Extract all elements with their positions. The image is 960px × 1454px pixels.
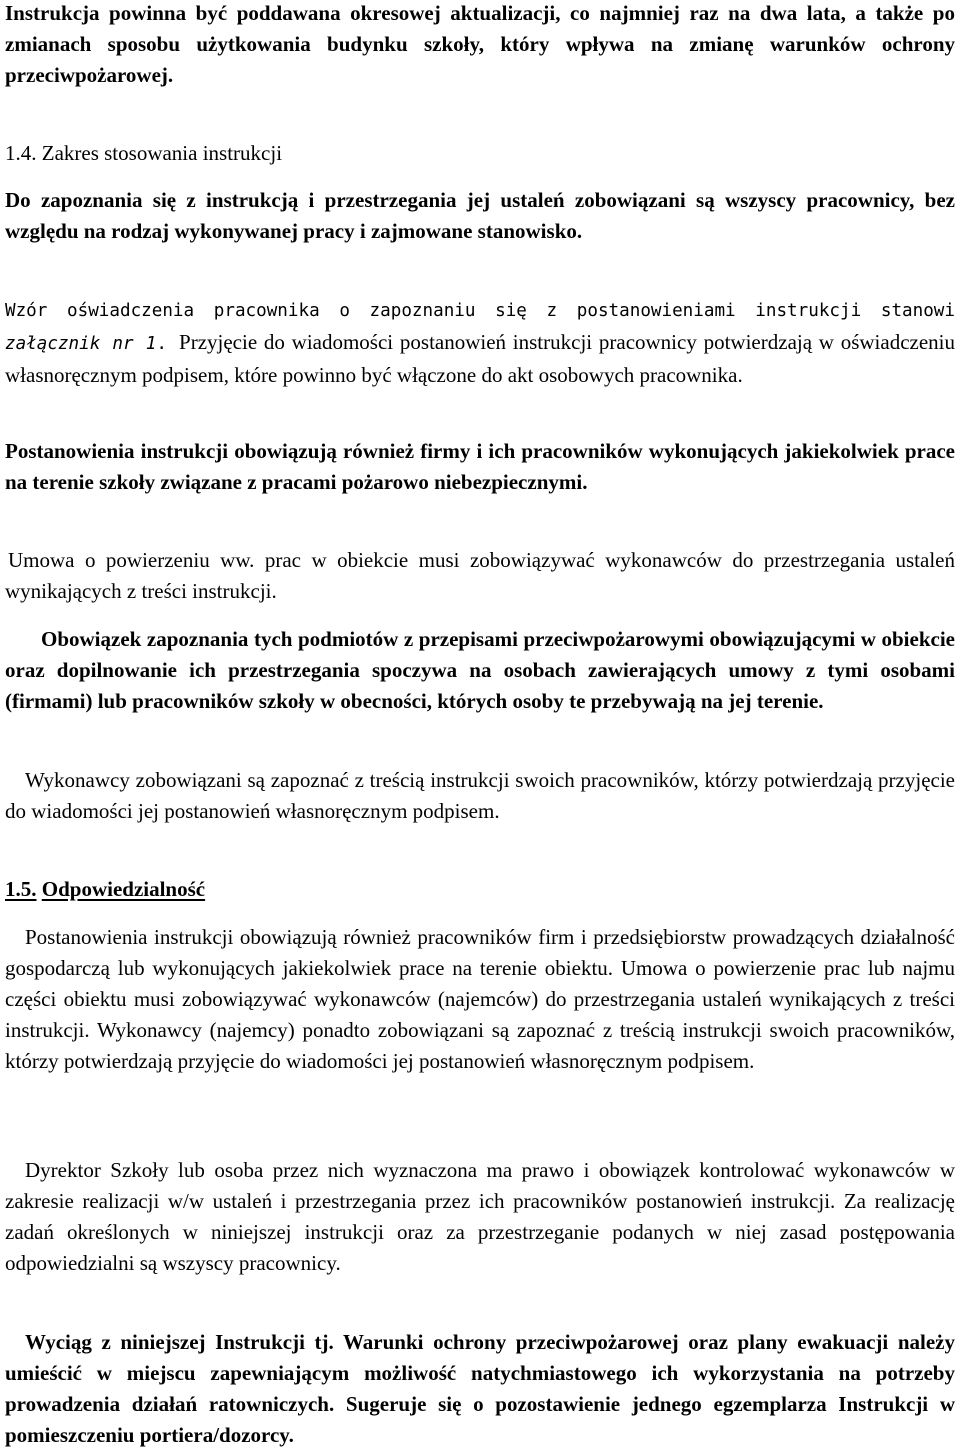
paragraph-odpowiedzialnosc: Postanowienia instrukcji obowiązują również pracowników firm i przedsiębiorstw prowadzących działalność gospodarczą lub wykonujących jakiekolwiek prace na terenie obiektu. Umowa o powierzenie prac lub najmu części obiektu musi zobowiązywać wykonawców (najemców) do przestrzegania ustaleń wynikających z treści instrukcji. Wykonawcy (najemcy) ponadto zobowiązani są zapoznać z treścią instrukcji swoich pracowników, którzy potwierdzają przyjęcie do wiadomości jej postanowień własnoręcznym podpisem. — [5, 925, 955, 1073]
paragraph-firmy: Postanowienia instrukcji obowiązują również firmy i ich pracowników wykonujących jakiekolwiek prace na terenie szkoły związane z pracami pożarowo niebezpiecznymi. — [5, 439, 955, 494]
paragraph-zakres: Do zapoznania się z instrukcją i przestrzegania jej ustaleń zobowiązani są wszyscy pracownicy, bez względu na rodzaj wykonywanej pracy i zajmowane stanowisko. — [5, 188, 955, 243]
paragraph-wyciag: Wyciąg z niniejszej Instrukcji tj. Warunki ochrony przeciwpożarowej oraz plany ewakuacji należy umieścić w miejscu zapewniającym możliwość natychmiastowego ich wykorzystania na potrzeby prowadzenia działań ratowniczych. Sugeruje się o pozostawienie jednego egzemplarza Instrukcji w pomieszczeniu portiera/dozorcy. — [5, 1330, 955, 1447]
paragraph-dyrektor: Dyrektor Szkoły lub osoba przez nich wyznaczona ma prawo i obowiązek kontrolować wykonawców w zakresie realizacji w/w ustaleń i przestrzegania przez ich pracowników postanowień instrukcji. Za realizację zadań określonych w niniejszej instrukcji oraz za przestrzeganie podanych w niej zasad postępowania odpowiedzialni są wszyscy pracownicy. — [5, 1158, 955, 1275]
section-title: Odpowiedzialność — [41, 877, 206, 901]
paragraph-wykonawcy: Wykonawcy zobowiązani są zapoznać z treścią instrukcji swoich pracowników, którzy potwierdzają przyjęcie do wiadomości jej postanowień własnoręcznym podpisem. — [5, 768, 955, 823]
section-heading-1-5 — [5, 874, 955, 905]
attachment-reference: załącznik nr 1 — [5, 334, 157, 354]
wzor-text: Wzór oświadczenia pracownika o zapoznaniu się z postanowieniami instrukcji stanowi — [5, 301, 955, 321]
paragraph-obowiazek: Obowiązek zapoznania tych podmiotów z przepisami przeciwpożarowymi obowiązującymi w obiekcie oraz dopilnowanie ich przestrzegania spoczywa na osobach zawierających umowy z tymi osobami (firmami) lub pracowników szkoły w obecności, których osoby te przebywają na jej terenie. — [5, 627, 955, 713]
paragraph-wzor-oswiadczenia: Wzór oświadczenia pracownika o zapoznaniu się z postanowieniami instrukcji stanowi załącznik nr 1. Przyjęcie do wiadomości postanowień instrukcji pracownicy potwierdzają w oświadczeniu własnoręcznym podpisem, które powinno być włączone do akt osobowych pracownika. — [5, 301, 956, 387]
section-number: 1.5. — [5, 877, 37, 901]
section-heading-1-4: 1.4. Zakres stosowania instrukcji — [5, 141, 283, 165]
paragraph-umowa: Umowa o powierzeniu ww. prac w obiekcie musi zobowiązywać wykonawców do przestrzegania ustaleń wynikających z treści instrukcji. — [5, 548, 955, 603]
wzor-continuation: Przyjęcie do wiadomości postanowień instrukcji pracownicy potwierdzają w oświadczeniu własnoręcznym podpisem, które powinno być włączone do akt osobowych pracownika. — [5, 330, 956, 387]
paragraph-intro: Instrukcja powinna być poddawana okresowej aktualizacji, co najmniej raz na dwa lata, a także po zmianach sposobu użytkowania budynku szkoły, który wpływa na zmianę warunków ochrony przeciwpożarowej. — [5, 1, 955, 87]
